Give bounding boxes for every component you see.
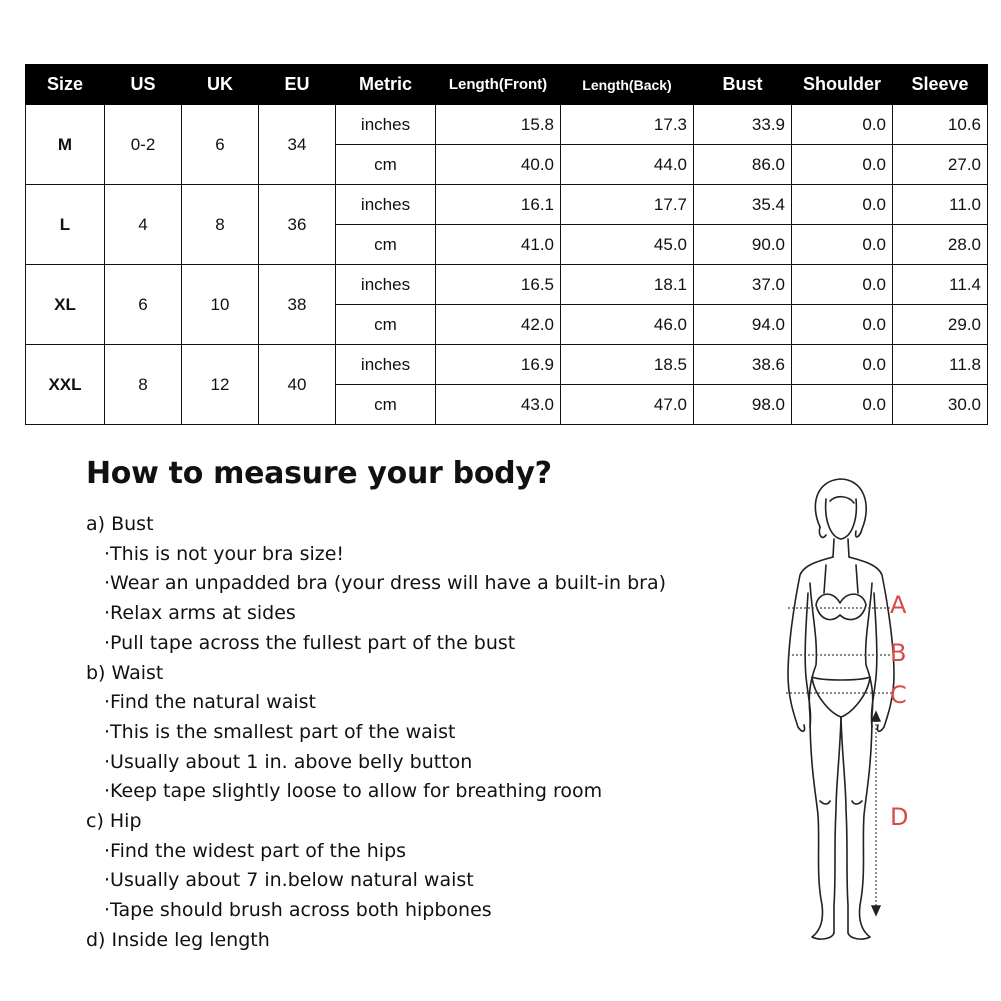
- table-row: [26, 265, 988, 305]
- bust-cell: 94.0: [694, 305, 792, 345]
- label-d: D: [890, 803, 909, 831]
- metric-cell: inches: [336, 265, 436, 305]
- bust-cell: 86.0: [694, 145, 792, 185]
- us-cell: 8: [105, 345, 182, 425]
- sleeve-cell: 11.8: [893, 345, 988, 385]
- header-eu: EU: [259, 65, 336, 105]
- hair-outline: [815, 479, 866, 537]
- header-length-back: Length(Back): [561, 65, 694, 105]
- size-cell: M: [26, 105, 105, 185]
- sleeve-cell: 10.6: [893, 105, 988, 145]
- instruction-item: ·Relax arms at sides: [104, 602, 296, 625]
- header-metric: Metric: [336, 65, 436, 105]
- shoulder-cell: 0.0: [792, 225, 893, 265]
- measure-instructions: [86, 510, 746, 956]
- size-cell: L: [26, 185, 105, 265]
- metric-cell: inches: [336, 105, 436, 145]
- length-back-cell: 18.5: [561, 345, 694, 385]
- length-front-cell: 42.0: [436, 305, 561, 345]
- length-front-cell: 16.9: [436, 345, 561, 385]
- torso-outline: [809, 583, 816, 715]
- uk-cell: 12: [182, 345, 259, 425]
- instruction-item: ·Find the widest part of the hips: [104, 839, 407, 862]
- sleeve-cell: 11.0: [893, 185, 988, 225]
- table-row: [26, 105, 988, 145]
- bust-cell: 35.4: [694, 185, 792, 225]
- length-front-cell: 16.5: [436, 265, 561, 305]
- instruction-item: ·This is the smallest part of the waist: [104, 720, 456, 743]
- sleeve-cell: 30.0: [893, 385, 988, 425]
- length-front-cell: 15.8: [436, 105, 561, 145]
- metric-cell: cm: [336, 145, 436, 185]
- metric-cell: inches: [336, 345, 436, 385]
- eu-cell: 36: [259, 185, 336, 265]
- instruction-item: ·Tape should brush across both hipbones: [104, 899, 492, 922]
- eu-cell: 38: [259, 265, 336, 345]
- shoulder-cell: 0.0: [792, 385, 893, 425]
- table-row: [26, 345, 988, 385]
- header-us: US: [105, 65, 182, 105]
- length-back-cell: 45.0: [561, 225, 694, 265]
- length-front-cell: 43.0: [436, 385, 561, 425]
- header-bust: Bust: [694, 65, 792, 105]
- length-back-cell: 17.3: [561, 105, 694, 145]
- uk-cell: 10: [182, 265, 259, 345]
- left-leg-outline: [810, 715, 834, 939]
- instruction-item: ·Usually about 7 in.below natural waist: [104, 869, 474, 892]
- table-row: [26, 185, 988, 225]
- table-header-row: [26, 65, 988, 105]
- sleeve-cell: 11.4: [893, 265, 988, 305]
- metric-cell: cm: [336, 305, 436, 345]
- sleeve-cell: 29.0: [893, 305, 988, 345]
- metric-cell: inches: [336, 185, 436, 225]
- section-heading-inside-leg: d) Inside leg length: [86, 928, 270, 951]
- metric-cell: cm: [336, 385, 436, 425]
- right-leg-outline: [848, 715, 872, 939]
- uk-cell: 8: [182, 185, 259, 265]
- bust-cell: 90.0: [694, 225, 792, 265]
- length-back-cell: 44.0: [561, 145, 694, 185]
- briefs-outline: [812, 677, 870, 717]
- section-heading-bust: a) Bust: [86, 513, 154, 535]
- shoulder-cell: 0.0: [792, 345, 893, 385]
- instruction-item: ·Usually about 1 in. above belly button: [104, 750, 473, 773]
- instruction-item: ·This is not your bra size!: [104, 542, 345, 565]
- us-cell: 4: [105, 185, 182, 265]
- label-c: C: [890, 681, 907, 709]
- length-front-cell: 41.0: [436, 225, 561, 265]
- length-front-cell: 40.0: [436, 145, 561, 185]
- uk-cell: 6: [182, 105, 259, 185]
- size-cell: XXL: [26, 345, 105, 425]
- us-cell: 6: [105, 265, 182, 345]
- length-back-cell: 47.0: [561, 385, 694, 425]
- bust-cell: 33.9: [694, 105, 792, 145]
- size-chart-table: [25, 64, 988, 425]
- sleeve-cell: 28.0: [893, 225, 988, 265]
- eu-cell: 40: [259, 345, 336, 425]
- shoulder-cell: 0.0: [792, 145, 893, 185]
- header-shoulder: Shoulder: [792, 65, 893, 105]
- bust-cell: 98.0: [694, 385, 792, 425]
- label-a: A: [890, 591, 907, 619]
- bust-cell: 38.6: [694, 345, 792, 385]
- sleeve-cell: 27.0: [893, 145, 988, 185]
- instruction-item: ·Pull tape across the fullest part of the bust: [104, 631, 516, 654]
- instruction-item: ·Keep tape slightly loose to allow for breathing room: [104, 780, 603, 803]
- header-sleeve: Sleeve: [893, 65, 988, 105]
- shoulder-cell: 0.0: [792, 105, 893, 145]
- measure-title: How to measure your body?: [86, 456, 552, 491]
- section-heading-waist: b) Waist: [86, 661, 164, 684]
- header-size: Size: [26, 65, 105, 105]
- length-front-cell: 16.1: [436, 185, 561, 225]
- bra-outline: [816, 594, 866, 619]
- eu-cell: 34: [259, 105, 336, 185]
- body-measurement-figure: [760, 465, 940, 960]
- instruction-item: ·Find the natural waist: [104, 691, 316, 714]
- shoulder-cell: 0.0: [792, 305, 893, 345]
- length-back-cell: 17.7: [561, 185, 694, 225]
- shoulder-cell: 0.0: [792, 265, 893, 305]
- head-outline: [826, 499, 857, 539]
- size-cell: XL: [26, 265, 105, 345]
- header-length-front: Length(Front): [436, 65, 561, 105]
- length-back-cell: 46.0: [561, 305, 694, 345]
- instruction-item: ·Wear an unpadded bra (your dress will have a built-in bra): [104, 572, 667, 595]
- us-cell: 0-2: [105, 105, 182, 185]
- length-back-cell: 18.1: [561, 265, 694, 305]
- shoulder-cell: 0.0: [792, 185, 893, 225]
- section-heading-hip: c) Hip: [86, 810, 142, 833]
- metric-cell: cm: [336, 225, 436, 265]
- header-uk: UK: [182, 65, 259, 105]
- label-b: B: [890, 639, 907, 667]
- bust-cell: 37.0: [694, 265, 792, 305]
